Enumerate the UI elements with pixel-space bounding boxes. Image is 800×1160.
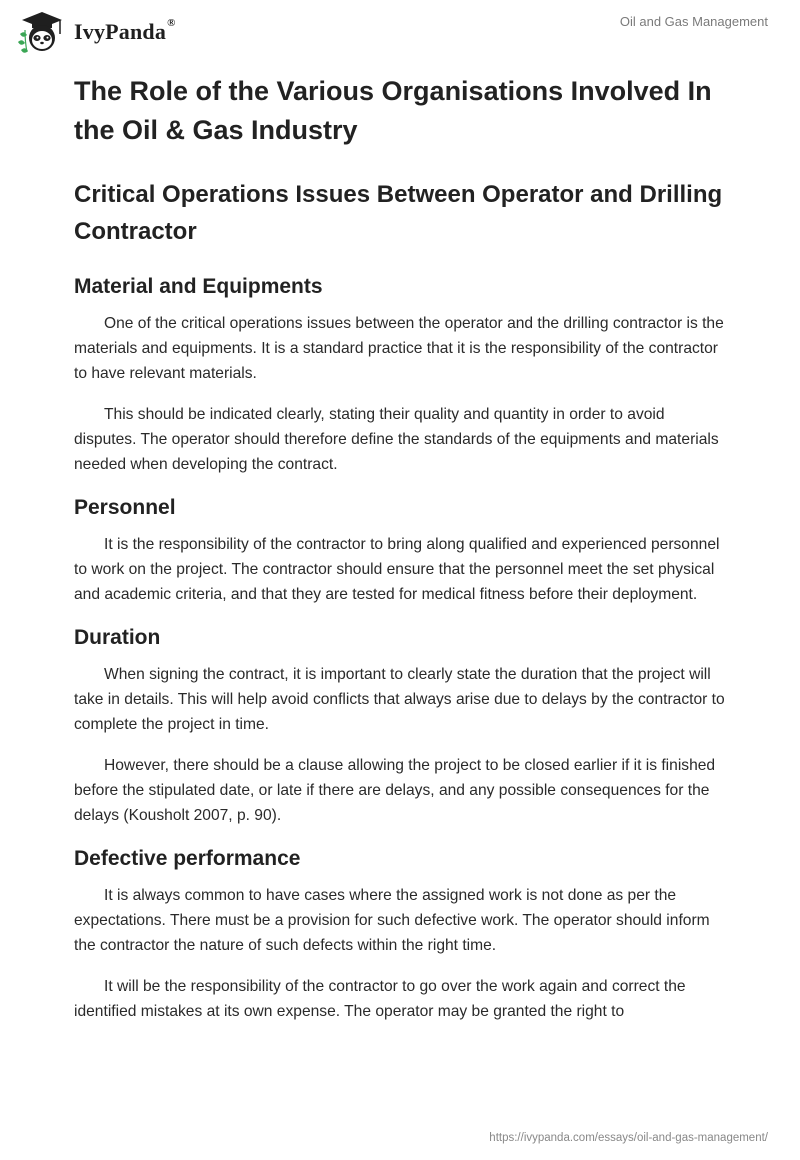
paragraph: It will be the responsibility of the contractor to go over the work again and correct the identified mistakes at its own expense. The operator may be granted the right to xyxy=(74,978,686,1020)
ivypanda-logo[interactable] xyxy=(16,10,176,54)
section-title: Critical Operations Issues Between Operator and Drilling Contractor xyxy=(74,181,723,245)
article-title: The Role of the Various Organisations Involved In the Oil & Gas Industry xyxy=(74,76,712,145)
running-header-title: Oil and Gas Management xyxy=(619,14,768,29)
brand-wordmark xyxy=(74,19,176,45)
paragraph: However, there should be a clause allowing the project to be closed earlier if it is finished before the stipulated date, or late if there are delays, and any possible consequences for the delays (Kousholt 2007, p. 90). xyxy=(74,757,716,824)
paragraph: When signing the contract, it is important to clearly state the duration that the project will take in details. This will help avoid conflicts that always arise due to delays by the contractor to complete the project in time. xyxy=(74,666,725,733)
paragraph: It is always common to have cases where the assigned work is not done as per the expectations. There must be a provision for such defective work. The operator should inform the contractor the nature of such defects within the right time. xyxy=(74,887,710,954)
brand-registered-mark: ® xyxy=(167,17,176,29)
subsection-heading-personnel: Personnel xyxy=(74,496,176,519)
source-url-link[interactable]: https://ivypanda.com/essays/oil-and-gas-management/ xyxy=(489,1132,768,1144)
subsection-heading-duration: Duration xyxy=(74,626,161,649)
subsection-heading-defective-performance: Defective performance xyxy=(74,847,301,870)
article-body xyxy=(74,72,726,1039)
panda-graduate-icon xyxy=(16,10,68,54)
paragraph: This should be indicated clearly, stating their quality and quantity in order to avoid disputes. The operator should therefore define the standards of the equipments and materials needed when developing the contract. xyxy=(74,406,719,473)
page-header xyxy=(0,0,800,60)
paragraph: One of the critical operations issues between the operator and the drilling contractor is the materials and equipments. It is a standard practice that it is the responsibility of the contractor to have relevant materials. xyxy=(74,315,724,382)
subsection-heading-material: Material and Equipments xyxy=(74,275,323,298)
brand-name: IvyPanda xyxy=(74,19,167,44)
paragraph: It is the responsibility of the contractor to bring along qualified and experienced personnel to work on the project. The contractor should ensure that the personnel meet the set physical and academic criteria, and that they are tested for medical fitness before their deployment. xyxy=(74,536,720,603)
